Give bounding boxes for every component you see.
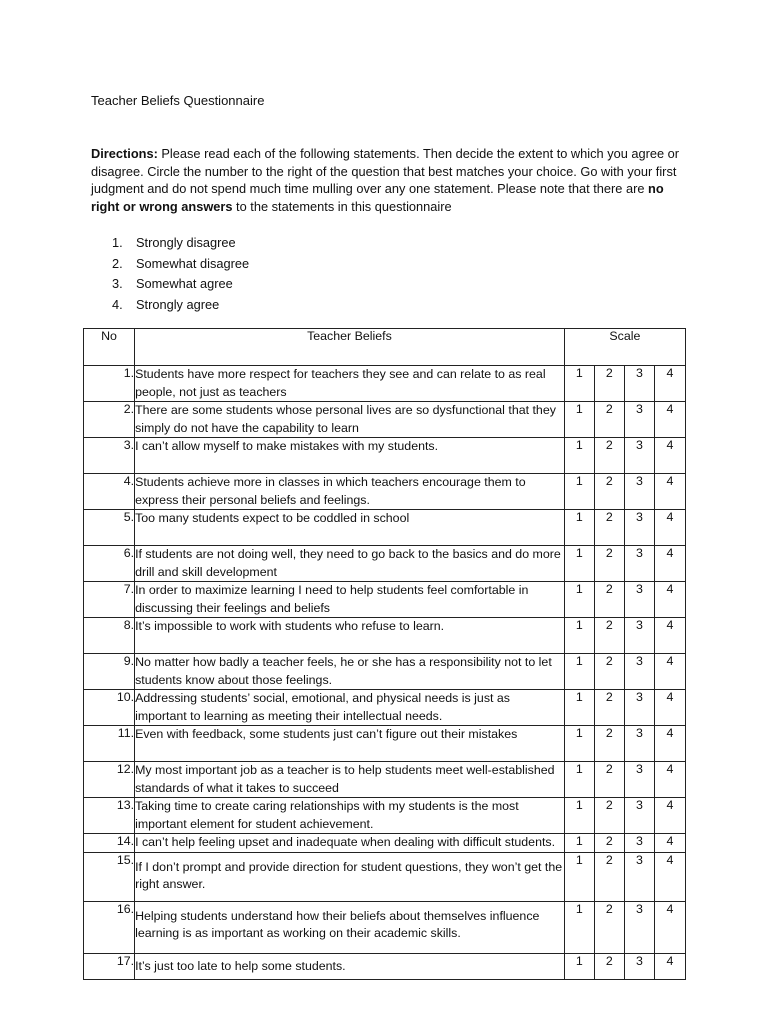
scale-option-1[interactable]: 1 — [564, 366, 594, 402]
page-title: Teacher Beliefs Questionnaire — [91, 93, 265, 108]
scale-option-3[interactable]: 3 — [624, 510, 654, 546]
directions-paragraph — [91, 145, 691, 215]
scale-option-2[interactable]: 2 — [594, 690, 624, 726]
belief-statement: Taking time to create caring relationships with my students is the most important element for student achievement. — [135, 798, 565, 834]
scale-option-1[interactable]: 1 — [564, 438, 594, 474]
table-row — [84, 402, 686, 438]
scale-option-3[interactable]: 3 — [624, 618, 654, 654]
table-row — [84, 726, 686, 762]
scale-option-1[interactable]: 1 — [564, 798, 594, 834]
row-number: 16. — [84, 901, 135, 953]
scale-option-4[interactable]: 4 — [654, 726, 685, 762]
table-row — [84, 582, 686, 618]
scale-option-4[interactable]: 4 — [654, 438, 685, 474]
row-number: 12. — [84, 762, 135, 798]
scale-option-3[interactable]: 3 — [624, 654, 654, 690]
row-number: 7. — [84, 582, 135, 618]
table-row — [84, 762, 686, 798]
scale-option-1[interactable]: 1 — [564, 546, 594, 582]
scale-option-3[interactable]: 3 — [624, 901, 654, 953]
row-number: 5. — [84, 510, 135, 546]
scale-option-4[interactable]: 4 — [654, 546, 685, 582]
scale-option-1[interactable]: 1 — [564, 690, 594, 726]
row-number: 6. — [84, 546, 135, 582]
scale-option-3[interactable]: 3 — [624, 546, 654, 582]
scale-option-1[interactable]: 1 — [564, 618, 594, 654]
directions-label: Directions: — [91, 146, 158, 161]
table-row — [84, 510, 686, 546]
scale-option-1[interactable]: 1 — [564, 726, 594, 762]
scale-option-3[interactable]: 3 — [624, 366, 654, 402]
table-row — [84, 690, 686, 726]
scale-option-label: Somewhat disagree — [136, 255, 250, 271]
belief-statement: Even with feedback, some students just can’t figure out their mistakes — [135, 726, 565, 762]
scale-option-4[interactable]: 4 — [654, 953, 685, 979]
scale-legend — [112, 233, 249, 315]
scale-option-2[interactable]: 2 — [594, 618, 624, 654]
scale-option-3[interactable]: 3 — [624, 726, 654, 762]
belief-statement: I can’t allow myself to make mistakes with my students. — [135, 438, 565, 474]
scale-option-1[interactable]: 1 — [564, 402, 594, 438]
scale-option-3[interactable]: 3 — [624, 798, 654, 834]
scale-option-4[interactable]: 4 — [654, 762, 685, 798]
scale-option-4[interactable]: 4 — [654, 798, 685, 834]
scale-option-1[interactable]: 1 — [564, 953, 594, 979]
belief-statement: Too many students expect to be coddled in school — [135, 510, 565, 546]
header-teacher-beliefs: Teacher Beliefs — [135, 329, 565, 366]
header-scale: Scale — [564, 329, 685, 366]
table-row — [84, 618, 686, 654]
belief-statement: There are some students whose personal lives are so dysfunctional that they simply do not have the capability to learn — [135, 402, 565, 438]
scale-option-3[interactable]: 3 — [624, 834, 654, 853]
row-number: 3. — [84, 438, 135, 474]
table-row — [84, 834, 686, 853]
belief-statement: Helping students understand how their beliefs about themselves influence learning is as important as working on their academic skills. — [135, 901, 565, 953]
scale-option — [112, 274, 249, 295]
table-row — [84, 654, 686, 690]
scale-option — [112, 254, 249, 275]
belief-statement: I can’t help feeling upset and inadequate when dealing with difficult students. — [135, 834, 565, 853]
table-header-row — [84, 329, 686, 366]
scale-option-3[interactable]: 3 — [624, 474, 654, 510]
scale-option-1[interactable]: 1 — [564, 582, 594, 618]
scale-option-2[interactable]: 2 — [594, 798, 624, 834]
scale-option-4[interactable]: 4 — [654, 901, 685, 953]
row-number: 15. — [84, 852, 135, 901]
scale-option-3[interactable]: 3 — [624, 402, 654, 438]
table-row — [84, 366, 686, 402]
belief-statement: It’s impossible to work with students who refuse to learn. — [135, 618, 565, 654]
belief-statement: Addressing students’ social, emotional, and physical needs is just as important to learning as meeting their intellectual needs. — [135, 690, 565, 726]
scale-option-2[interactable]: 2 — [594, 726, 624, 762]
directions-text: Please read each of the following statements. Then decide the extent to which you agree or disagree. Circle the number to the right of the question that best matches your choice. Go with your first judgment and do not spend much time mulling over any one statement. Please note that there are — [91, 146, 680, 196]
belief-statement: In order to maximize learning I need to help students feel comfortable in discussing their feelings and beliefs — [135, 582, 565, 618]
scale-option-number: 1. — [112, 235, 123, 250]
scale-option-4[interactable]: 4 — [654, 510, 685, 546]
scale-option-3[interactable]: 3 — [624, 690, 654, 726]
row-number: 17. — [84, 953, 135, 979]
scale-option-4[interactable]: 4 — [654, 834, 685, 853]
scale-option-4[interactable]: 4 — [654, 402, 685, 438]
scale-option-label: Somewhat agree — [136, 276, 233, 291]
beliefs-table — [83, 328, 686, 980]
scale-option-label: Strongly disagree — [136, 235, 236, 250]
scale-option-4[interactable]: 4 — [654, 654, 685, 690]
table-body — [84, 366, 686, 980]
table-row — [84, 953, 686, 979]
scale-option-number: 4. — [112, 296, 123, 312]
scale-option-2[interactable]: 2 — [594, 654, 624, 690]
scale-option-3[interactable]: 3 — [624, 438, 654, 474]
scale-option-2[interactable]: 2 — [594, 474, 624, 510]
scale-option-label: Strongly agree — [136, 296, 220, 312]
scale-option-4[interactable]: 4 — [654, 852, 685, 901]
scale-option-4[interactable]: 4 — [654, 690, 685, 726]
table-row — [84, 798, 686, 834]
scale-option-1[interactable]: 1 — [564, 901, 594, 953]
scale-option-3[interactable]: 3 — [624, 762, 654, 798]
row-number: 9. — [84, 654, 135, 690]
scale-option-1[interactable]: 1 — [564, 852, 594, 901]
scale-option-2[interactable]: 2 — [594, 953, 624, 979]
scale-option-4[interactable]: 4 — [654, 582, 685, 618]
row-number: 13. — [84, 798, 135, 834]
scale-option-1[interactable]: 1 — [564, 510, 594, 546]
scale-option-1[interactable]: 1 — [564, 834, 594, 853]
belief-statement: My most important job as a teacher is to help students meet well-established standards of what it takes to succeed — [135, 762, 565, 798]
scale-option-1[interactable]: 1 — [564, 474, 594, 510]
row-number: 11. — [84, 726, 135, 762]
scale-option-2[interactable]: 2 — [594, 762, 624, 798]
scale-option-4[interactable]: 4 — [654, 366, 685, 402]
scale-option-1[interactable]: 1 — [564, 654, 594, 690]
directions-text-end: to the statements in this questionnaire — [232, 198, 452, 214]
scale-option — [112, 295, 249, 316]
scale-option-2[interactable]: 2 — [594, 901, 624, 953]
row-number: 1. — [84, 366, 135, 402]
scale-option-number: 2. — [112, 255, 123, 271]
scale-option-3[interactable]: 3 — [624, 953, 654, 979]
belief-statement: Students achieve more in classes in which teachers encourage them to express their personal beliefs and feelings. — [135, 474, 565, 510]
belief-statement: If students are not doing well, they need to go back to the basics and do more drill and skill development — [135, 546, 565, 582]
row-number: 4. — [84, 474, 135, 510]
belief-statement: No matter how badly a teacher feels, he or she has a responsibility not to let students know about those feelings. — [135, 654, 565, 690]
scale-option-3[interactable]: 3 — [624, 582, 654, 618]
table-row — [84, 474, 686, 510]
scale-option — [112, 233, 249, 254]
directions-emphasis: no right or wrong answers — [91, 181, 664, 214]
scale-option-2[interactable]: 2 — [594, 582, 624, 618]
scale-option-2[interactable]: 2 — [594, 510, 624, 546]
table-row — [84, 852, 686, 901]
row-number: 10. — [84, 690, 135, 726]
scale-option-4[interactable]: 4 — [654, 474, 685, 510]
scale-option-3[interactable]: 3 — [624, 852, 654, 901]
table-row — [84, 546, 686, 582]
scale-option-2[interactable]: 2 — [594, 402, 624, 438]
scale-option-4[interactable]: 4 — [654, 618, 685, 654]
scale-option-2[interactable]: 2 — [594, 438, 624, 474]
scale-option-2[interactable]: 2 — [594, 366, 624, 402]
belief-statement: If I don’t prompt and provide direction for student questions, they won’t get the right answer. — [135, 852, 565, 901]
row-number: 8. — [84, 618, 135, 654]
row-number: 2. — [84, 402, 135, 438]
scale-option-1[interactable]: 1 — [564, 762, 594, 798]
row-number: 14. — [84, 834, 135, 853]
belief-statement: It’s just too late to help some students. — [135, 953, 565, 979]
scale-option-2[interactable]: 2 — [594, 546, 624, 582]
table-row — [84, 901, 686, 953]
scale-option-number: 3. — [112, 276, 123, 291]
table-row — [84, 438, 686, 474]
header-no: No — [84, 329, 135, 366]
scale-option-2[interactable]: 2 — [594, 852, 624, 901]
belief-statement: Students have more respect for teachers they see and can relate to as real people, not just as teachers — [135, 366, 565, 402]
scale-option-2[interactable]: 2 — [594, 834, 624, 853]
